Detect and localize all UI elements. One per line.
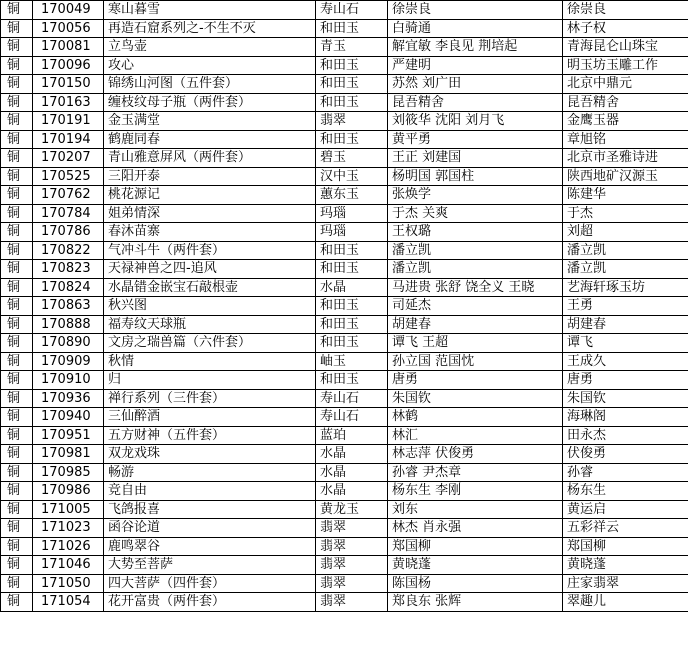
work-title-cell: 竞自由 xyxy=(104,482,316,501)
award-cell: 铜 xyxy=(1,500,33,519)
entry-code-cell: 170096 xyxy=(33,56,104,75)
unit-cell: 王成久 xyxy=(563,352,688,371)
work-title-cell: 金玉满堂 xyxy=(104,112,316,131)
award-cell: 铜 xyxy=(1,574,33,593)
table-row xyxy=(1,315,688,334)
table-row xyxy=(1,260,688,279)
authors-cell: 徐崇良 xyxy=(388,1,563,20)
unit-cell: 伏俊勇 xyxy=(563,445,688,464)
unit-cell: 唐勇 xyxy=(563,371,688,390)
unit-cell: 潘立凯 xyxy=(563,260,688,279)
material-cell: 青玉 xyxy=(316,38,388,57)
entry-code-cell: 170888 xyxy=(33,315,104,334)
material-cell: 岫玉 xyxy=(316,352,388,371)
authors-cell: 王正 刘建国 xyxy=(388,149,563,168)
material-cell: 水晶 xyxy=(316,445,388,464)
authors-cell: 于杰 关爽 xyxy=(388,204,563,223)
unit-cell: 章旭铭 xyxy=(563,130,688,149)
work-title-cell: 锦绣山河图（五件套） xyxy=(104,75,316,94)
work-title-cell: 春沐苗寨 xyxy=(104,223,316,242)
authors-cell: 张焕学 xyxy=(388,186,563,205)
award-cell: 铜 xyxy=(1,19,33,38)
authors-cell: 林汇 xyxy=(388,426,563,445)
entry-code-cell: 171026 xyxy=(33,537,104,556)
entry-code-cell: 170525 xyxy=(33,167,104,186)
award-cell: 铜 xyxy=(1,371,33,390)
material-cell: 碧玉 xyxy=(316,149,388,168)
table-row xyxy=(1,93,688,112)
table-row xyxy=(1,167,688,186)
material-cell: 和田玉 xyxy=(316,260,388,279)
material-cell: 和田玉 xyxy=(316,75,388,94)
table-row xyxy=(1,389,688,408)
authors-cell: 郑良东 张辉 xyxy=(388,593,563,612)
unit-cell: 于杰 xyxy=(563,204,688,223)
unit-cell: 朱国钦 xyxy=(563,389,688,408)
entry-code-cell: 170981 xyxy=(33,445,104,464)
table-row xyxy=(1,204,688,223)
unit-cell: 翠趣儿 xyxy=(563,593,688,612)
work-title-cell: 水晶错金嵌宝石敲根壶 xyxy=(104,278,316,297)
award-cell: 铜 xyxy=(1,315,33,334)
award-cell: 铜 xyxy=(1,297,33,316)
award-cell: 铜 xyxy=(1,537,33,556)
authors-cell: 林鹤 xyxy=(388,408,563,427)
table-row xyxy=(1,482,688,501)
material-cell: 翡翠 xyxy=(316,537,388,556)
work-title-cell: 畅游 xyxy=(104,463,316,482)
authors-cell: 严建明 xyxy=(388,56,563,75)
unit-cell: 黄运启 xyxy=(563,500,688,519)
entry-code-cell: 170823 xyxy=(33,260,104,279)
unit-cell: 北京中鼎元 xyxy=(563,75,688,94)
entry-code-cell: 170194 xyxy=(33,130,104,149)
work-title-cell: 立鸟壶 xyxy=(104,38,316,57)
entry-code-cell: 170863 xyxy=(33,297,104,316)
material-cell: 和田玉 xyxy=(316,130,388,149)
material-cell: 寿山石 xyxy=(316,389,388,408)
awards-table-body xyxy=(1,1,688,612)
authors-cell: 杨东生 李刚 xyxy=(388,482,563,501)
table-row xyxy=(1,130,688,149)
table-row xyxy=(1,149,688,168)
work-title-cell: 再造石窟系列之-不生不灭 xyxy=(104,19,316,38)
unit-cell: 海琳阁 xyxy=(563,408,688,427)
unit-cell: 艺海轩琢玉坊 xyxy=(563,278,688,297)
authors-cell: 潘立凯 xyxy=(388,241,563,260)
entry-code-cell: 171046 xyxy=(33,556,104,575)
material-cell: 黄龙玉 xyxy=(316,500,388,519)
table-row xyxy=(1,500,688,519)
table-row xyxy=(1,112,688,131)
material-cell: 翡翠 xyxy=(316,593,388,612)
table-row xyxy=(1,463,688,482)
table-row xyxy=(1,297,688,316)
table-row xyxy=(1,445,688,464)
work-title-cell: 飞鸽报喜 xyxy=(104,500,316,519)
unit-cell: 谭飞 xyxy=(563,334,688,353)
material-cell: 和田玉 xyxy=(316,334,388,353)
award-cell: 铜 xyxy=(1,186,33,205)
unit-cell: 徐崇良 xyxy=(563,1,688,20)
authors-cell: 刘东 xyxy=(388,500,563,519)
material-cell: 蕙东玉 xyxy=(316,186,388,205)
entry-code-cell: 170784 xyxy=(33,204,104,223)
work-title-cell: 姐弟情深 xyxy=(104,204,316,223)
work-title-cell: 青山雅意屏风（两件套） xyxy=(104,149,316,168)
unit-cell: 黄晓蓬 xyxy=(563,556,688,575)
work-title-cell: 文房之瑞兽篇（六件套） xyxy=(104,334,316,353)
entry-code-cell: 170951 xyxy=(33,426,104,445)
work-title-cell: 鹿鸣翠谷 xyxy=(104,537,316,556)
authors-cell: 林杰 肖永强 xyxy=(388,519,563,538)
entry-code-cell: 170940 xyxy=(33,408,104,427)
material-cell: 蓝珀 xyxy=(316,426,388,445)
award-cell: 铜 xyxy=(1,112,33,131)
unit-cell: 庄家翡翠 xyxy=(563,574,688,593)
unit-cell: 孙睿 xyxy=(563,463,688,482)
material-cell: 和田玉 xyxy=(316,315,388,334)
unit-cell: 王勇 xyxy=(563,297,688,316)
table-row xyxy=(1,371,688,390)
table-row xyxy=(1,186,688,205)
table-row xyxy=(1,223,688,242)
unit-cell: 潘立凯 xyxy=(563,241,688,260)
authors-cell: 胡建春 xyxy=(388,315,563,334)
award-cell: 铜 xyxy=(1,463,33,482)
award-cell: 铜 xyxy=(1,38,33,57)
entry-code-cell: 170207 xyxy=(33,149,104,168)
award-cell: 铜 xyxy=(1,130,33,149)
work-title-cell: 双龙戏珠 xyxy=(104,445,316,464)
unit-cell: 青海昆仑山珠宝 xyxy=(563,38,688,57)
work-title-cell: 攻心 xyxy=(104,56,316,75)
entry-code-cell: 170985 xyxy=(33,463,104,482)
table-row xyxy=(1,56,688,75)
award-cell: 铜 xyxy=(1,482,33,501)
material-cell: 水晶 xyxy=(316,463,388,482)
work-title-cell: 归 xyxy=(104,371,316,390)
award-cell: 铜 xyxy=(1,204,33,223)
work-title-cell: 桃花源记 xyxy=(104,186,316,205)
entry-code-cell: 170986 xyxy=(33,482,104,501)
award-cell: 铜 xyxy=(1,556,33,575)
entry-code-cell: 170150 xyxy=(33,75,104,94)
authors-cell: 昆吾精舍 xyxy=(388,93,563,112)
unit-cell: 林子权 xyxy=(563,19,688,38)
award-cell: 铜 xyxy=(1,56,33,75)
material-cell: 寿山石 xyxy=(316,1,388,20)
entry-code-cell: 170049 xyxy=(33,1,104,20)
entry-code-cell: 170936 xyxy=(33,389,104,408)
work-title-cell: 五方财神（五件套） xyxy=(104,426,316,445)
entry-code-cell: 170056 xyxy=(33,19,104,38)
award-cell: 铜 xyxy=(1,241,33,260)
entry-code-cell: 171054 xyxy=(33,593,104,612)
award-cell: 铜 xyxy=(1,93,33,112)
entry-code-cell: 171005 xyxy=(33,500,104,519)
work-title-cell: 福寿纹天球瓶 xyxy=(104,315,316,334)
material-cell: 和田玉 xyxy=(316,297,388,316)
entry-code-cell: 170163 xyxy=(33,93,104,112)
material-cell: 水晶 xyxy=(316,278,388,297)
entry-code-cell: 170822 xyxy=(33,241,104,260)
award-cell: 铜 xyxy=(1,149,33,168)
work-title-cell: 寒山暮雪 xyxy=(104,1,316,20)
authors-cell: 谭飞 王超 xyxy=(388,334,563,353)
material-cell: 和田玉 xyxy=(316,371,388,390)
authors-cell: 刘筱华 沈阳 刘月飞 xyxy=(388,112,563,131)
entry-code-cell: 170081 xyxy=(33,38,104,57)
table-row xyxy=(1,75,688,94)
award-cell: 铜 xyxy=(1,445,33,464)
unit-cell: 五彩祥云 xyxy=(563,519,688,538)
table-row xyxy=(1,556,688,575)
material-cell: 玛瑙 xyxy=(316,204,388,223)
unit-cell: 陈建华 xyxy=(563,186,688,205)
table-row xyxy=(1,19,688,38)
unit-cell: 刘超 xyxy=(563,223,688,242)
work-title-cell: 三仙醉酒 xyxy=(104,408,316,427)
table-row xyxy=(1,334,688,353)
award-cell: 铜 xyxy=(1,519,33,538)
award-cell: 铜 xyxy=(1,352,33,371)
material-cell: 玛瑙 xyxy=(316,223,388,242)
award-cell: 铜 xyxy=(1,334,33,353)
entry-code-cell: 170910 xyxy=(33,371,104,390)
material-cell: 和田玉 xyxy=(316,19,388,38)
work-title-cell: 禅行系列（三件套） xyxy=(104,389,316,408)
authors-cell: 孙睿 尹杰章 xyxy=(388,463,563,482)
authors-cell: 郑国柳 xyxy=(388,537,563,556)
work-title-cell: 鹤鹿同春 xyxy=(104,130,316,149)
award-cell: 铜 xyxy=(1,75,33,94)
authors-cell: 黄晓蓬 xyxy=(388,556,563,575)
material-cell: 和田玉 xyxy=(316,241,388,260)
unit-cell: 田永杰 xyxy=(563,426,688,445)
authors-cell: 孙立国 范国忱 xyxy=(388,352,563,371)
authors-cell: 马进贵 张舒 饶全义 王晓 xyxy=(388,278,563,297)
entry-code-cell: 171023 xyxy=(33,519,104,538)
entry-code-cell: 171050 xyxy=(33,574,104,593)
award-cell: 铜 xyxy=(1,260,33,279)
unit-cell: 昆吾精舍 xyxy=(563,93,688,112)
entry-code-cell: 170890 xyxy=(33,334,104,353)
table-row xyxy=(1,1,688,20)
table-row xyxy=(1,537,688,556)
table-row xyxy=(1,519,688,538)
work-title-cell: 三阳开泰 xyxy=(104,167,316,186)
authors-cell: 王权璐 xyxy=(388,223,563,242)
entry-code-cell: 170191 xyxy=(33,112,104,131)
award-cell: 铜 xyxy=(1,1,33,20)
material-cell: 翡翠 xyxy=(316,556,388,575)
award-cell: 铜 xyxy=(1,389,33,408)
entry-code-cell: 170762 xyxy=(33,186,104,205)
material-cell: 寿山石 xyxy=(316,408,388,427)
unit-cell: 杨东生 xyxy=(563,482,688,501)
work-title-cell: 秋情 xyxy=(104,352,316,371)
table-row xyxy=(1,574,688,593)
material-cell: 和田玉 xyxy=(316,56,388,75)
award-cell: 铜 xyxy=(1,593,33,612)
material-cell: 水晶 xyxy=(316,482,388,501)
table-row xyxy=(1,38,688,57)
table-row xyxy=(1,426,688,445)
authors-cell: 林志萍 伏俊勇 xyxy=(388,445,563,464)
work-title-cell: 缠枝纹母子瓶（两件套） xyxy=(104,93,316,112)
award-cell: 铜 xyxy=(1,167,33,186)
award-cell: 铜 xyxy=(1,278,33,297)
work-title-cell: 秋兴图 xyxy=(104,297,316,316)
unit-cell: 陕西地矿汉源玉 xyxy=(563,167,688,186)
table-row xyxy=(1,278,688,297)
authors-cell: 朱国钦 xyxy=(388,389,563,408)
authors-cell: 陈国杨 xyxy=(388,574,563,593)
authors-cell: 解宜敏 李良见 荆培起 xyxy=(388,38,563,57)
unit-cell: 郑国柳 xyxy=(563,537,688,556)
work-title-cell: 四大菩萨（四件套） xyxy=(104,574,316,593)
table-row xyxy=(1,241,688,260)
unit-cell: 金鹰玉器 xyxy=(563,112,688,131)
material-cell: 汉中玉 xyxy=(316,167,388,186)
unit-cell: 北京市圣雅诗进 xyxy=(563,149,688,168)
material-cell: 和田玉 xyxy=(316,93,388,112)
authors-cell: 唐勇 xyxy=(388,371,563,390)
material-cell: 翡翠 xyxy=(316,574,388,593)
authors-cell: 黄平勇 xyxy=(388,130,563,149)
authors-cell: 苏然 刘广田 xyxy=(388,75,563,94)
entry-code-cell: 170909 xyxy=(33,352,104,371)
table-row xyxy=(1,593,688,612)
work-title-cell: 大势至菩萨 xyxy=(104,556,316,575)
award-cell: 铜 xyxy=(1,408,33,427)
work-title-cell: 天禄神兽之四-追风 xyxy=(104,260,316,279)
award-cell: 铜 xyxy=(1,426,33,445)
material-cell: 翡翠 xyxy=(316,112,388,131)
entry-code-cell: 170786 xyxy=(33,223,104,242)
work-title-cell: 函谷论道 xyxy=(104,519,316,538)
entry-code-cell: 170824 xyxy=(33,278,104,297)
work-title-cell: 气冲斗牛（两件套） xyxy=(104,241,316,260)
table-row xyxy=(1,352,688,371)
table-row xyxy=(1,408,688,427)
unit-cell: 胡建春 xyxy=(563,315,688,334)
authors-cell: 潘立凯 xyxy=(388,260,563,279)
authors-cell: 司延杰 xyxy=(388,297,563,316)
authors-cell: 杨明国 郭国柱 xyxy=(388,167,563,186)
material-cell: 翡翠 xyxy=(316,519,388,538)
authors-cell: 白骑通 xyxy=(388,19,563,38)
award-cell: 铜 xyxy=(1,223,33,242)
work-title-cell: 花开富贵（两件套） xyxy=(104,593,316,612)
unit-cell: 明玉坊玉雕工作 xyxy=(563,56,688,75)
